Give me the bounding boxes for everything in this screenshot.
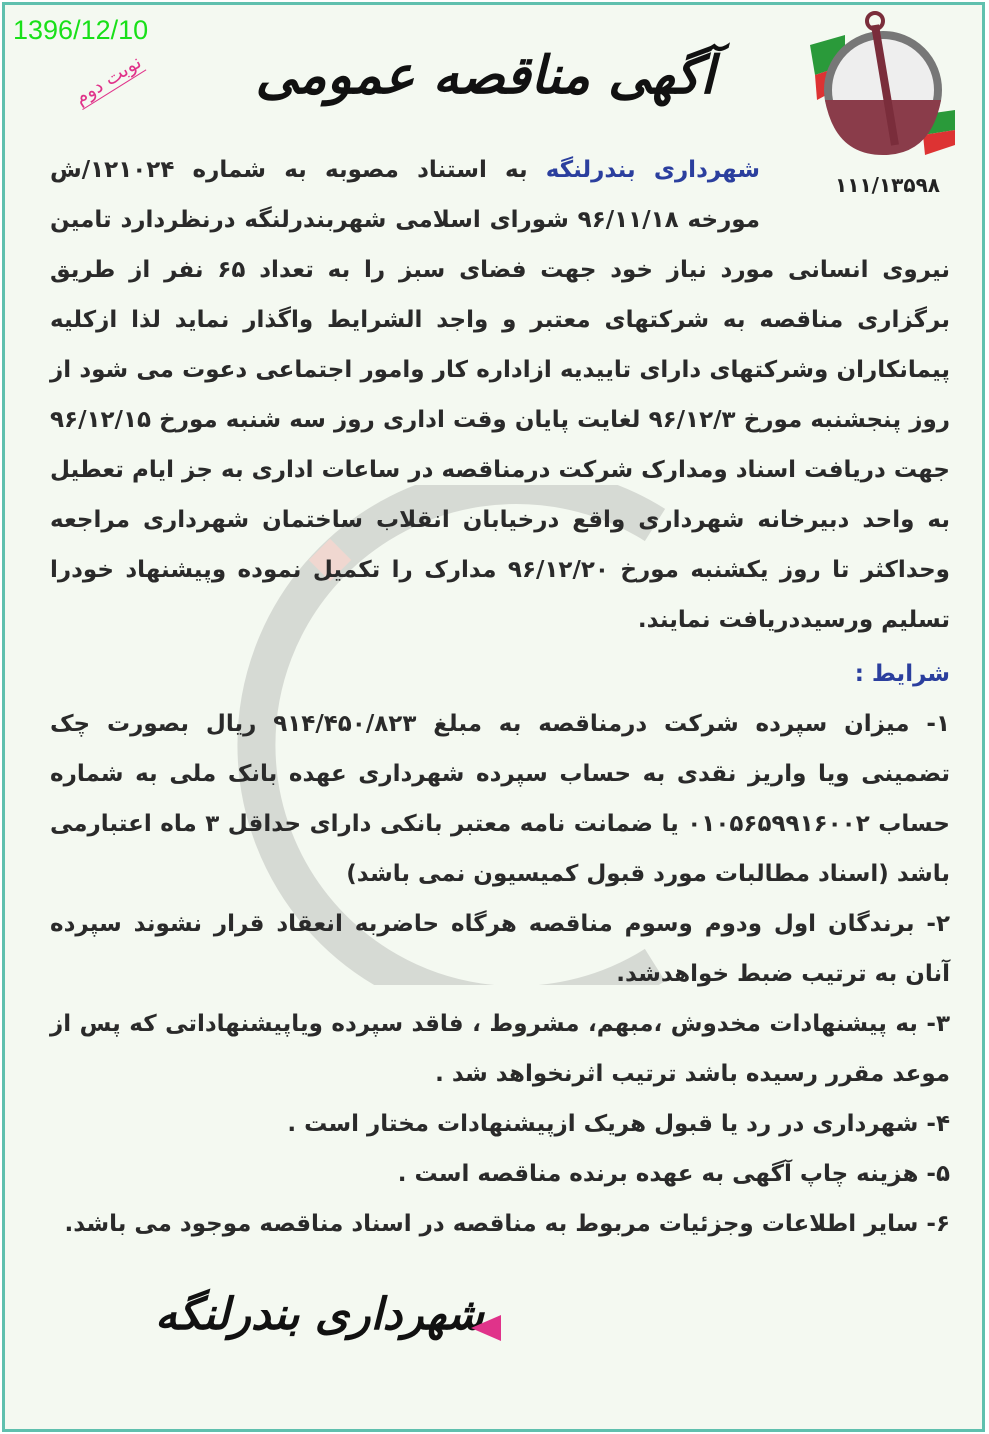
publication-date: 1396/12/10 — [13, 15, 149, 45]
body-line: کار وامور اجتماعی دعوت می شود از روز پنجشنبه مورخ ۹۶/۱۲/۳ لغایت پایان وقت — [50, 357, 951, 433]
body-line: ساختمان شهرداری مراجعه وحداکثر تا روز یکشنبه مورخ ۹۶/۱۲/۲۰ مدارک را تکمیل — [50, 507, 950, 583]
condition-line: مقرر رسیده باشد ترتیب اثرنخواهد شد . — [435, 1061, 885, 1087]
condition-line: ۲- برندگان اول ودوم وسوم مناقصه هرگاه حاضربه انعقاد قرار نشوند سپرده آنان به ترتیب — [50, 911, 950, 987]
pointer-arrow-icon — [471, 1315, 501, 1341]
body-line: مورد نیاز خود جهت فضای سبز را به تعداد ۶۵ نفر از طریق برگزاری مناقصه به شرکتهای — [50, 257, 950, 333]
condition-2 — [50, 899, 950, 999]
condition-line: ۰۱۰۵۶۵۹۹۱۶۰۰۲ یا ضمانت نامه معتبر بانکی دارای حداقل ۳ ماه اعتبارمی باشد (اسناد — [50, 811, 950, 887]
condition-line: تضمینی ویا واریز نقدی به حساب سپرده شهرداری عهده بانک ملی به شماره حساب — [50, 761, 950, 837]
ad-title: آگهی مناقصه عمومی — [255, 45, 715, 106]
condition-3 — [50, 999, 950, 1099]
reference-number: ۱۱۱/۱۳۵۹۸ — [835, 173, 940, 197]
condition-1 — [50, 699, 950, 899]
body-line: به استناد مصوبه به شماره ۱۲۱۰۲۴/ش مورخه — [50, 157, 760, 233]
condition-4: ۴- شهرداری در رد یا قبول هریک ازپیشنهادات مختار است . — [287, 1111, 950, 1137]
body-line: ۹۶/۱۱/۱۸ شورای اسلامی شهربندرلنگه درنظردارد تامین نیروی انسانی — [50, 207, 951, 283]
body-line: نموده وپیشنهاد خودرا تسلیم ورسیددریافت نمایند. — [50, 557, 950, 633]
condition-5: ۵- هزینه چاپ آگهی به عهده برنده مناقصه است . — [397, 1161, 950, 1187]
condition-line: مطالبات مورد قبول کمیسیون نمی باشد) — [346, 861, 810, 887]
conditions-heading: شرایط : — [854, 661, 950, 687]
ad-frame — [2, 2, 985, 1432]
ad-content — [50, 145, 950, 1249]
municipality-logo — [805, 5, 960, 160]
round-stamp: نوبت دوم — [70, 51, 146, 110]
logo-area — [770, 145, 950, 245]
condition-line: ضبط خواهدشد. — [616, 961, 794, 987]
body-line: در ساعات اداری به جز ایام تعطیل به واحد دبیرخانه شهرداری واقع درخیابان انقلاب — [50, 457, 950, 533]
body-line: اداری روز سه شنبه مورخ ۹۶/۱۲/۱۵ جهت دریافت اسناد ومدارک شرکت درمناقصه — [50, 407, 950, 483]
body-line: معتبر و واجد الشرایط واگذار نماید لذا ازکلیه پیمانکاران وشرکتهای دارای تاییدیه ازاداره — [50, 307, 950, 383]
signature: شهرداری بندرلنگه — [155, 1289, 484, 1340]
organization-name: شهرداری بندرلنگه — [545, 157, 760, 183]
signature-row — [5, 1279, 982, 1389]
condition-6: ۶- سایر اطلاعات وجزئیات مربوط به مناقصه در اسناد مناقصه موجود می باشد. — [64, 1211, 950, 1237]
condition-line: ۱- میزان سپرده شرکت درمناقصه به مبلغ ۹۱۴/۴۵۰/۸۲۳ ریال بصورت چک — [50, 711, 950, 737]
condition-line: ۳- به پیشنهادات مخدوش ،مبهم، مشروط ، فاقد سپرده ویاپیشنهاداتی که پس از موعد — [50, 1011, 950, 1087]
